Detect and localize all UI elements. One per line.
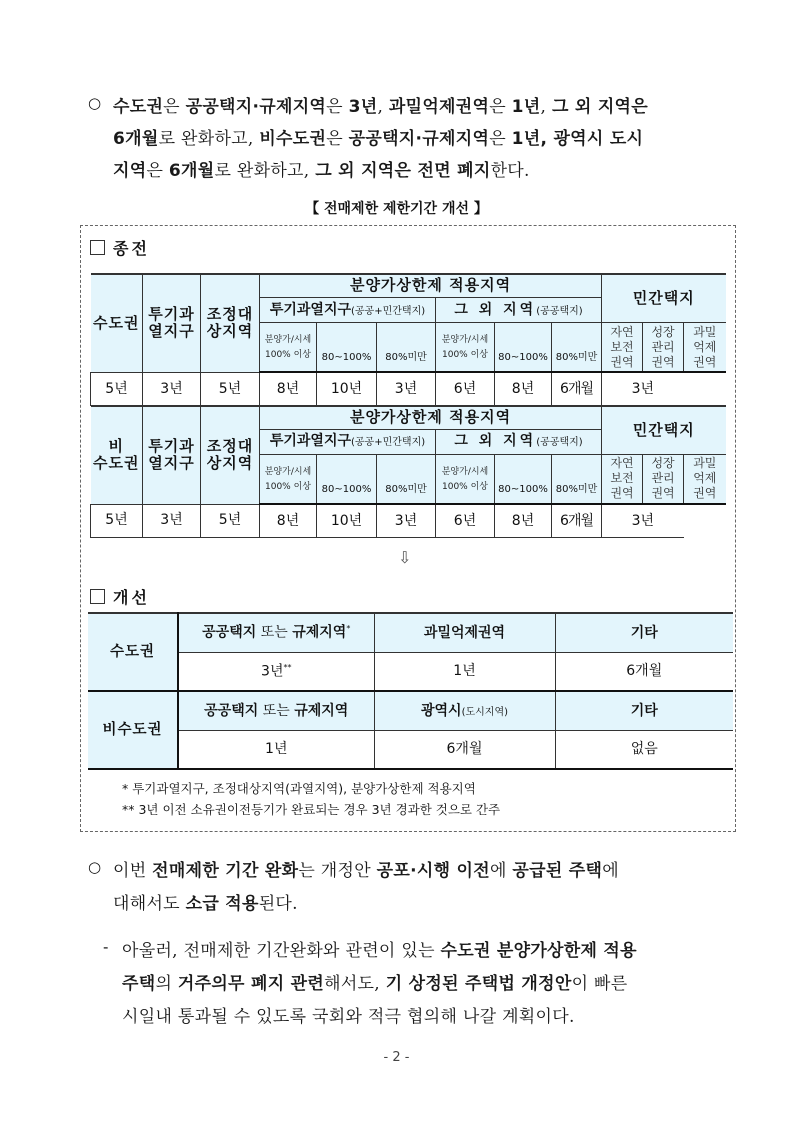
value-cell: 8년 [260, 372, 317, 405]
checkbox-square-icon [90, 240, 105, 255]
text-run: 은 [163, 97, 186, 117]
price-band-header: 80%미만 [552, 454, 602, 504]
value-cell: 3년 [377, 504, 436, 537]
criteria-header: 광역시(도시지역) [374, 691, 555, 730]
value-cell: 3년 [143, 372, 201, 405]
value-cell: 5년 [91, 504, 143, 537]
text-run: 이번 [113, 861, 153, 881]
price-band-header: 분양가/시세 100% 이상 [260, 454, 317, 504]
value-cell: 3년 [143, 504, 201, 537]
intro-line-3 [113, 156, 530, 181]
value-cell: 8년 [495, 372, 552, 405]
section-before-label: 종전 [113, 239, 150, 258]
private-zone-subheader: 과밀 억제 권역 [684, 322, 726, 372]
value-cell: 8년 [260, 504, 317, 537]
value-cell: 6년 [436, 372, 495, 405]
text-run: 는 개정안 [298, 861, 377, 881]
text-run: 의 [155, 974, 178, 994]
text-run: 시일내 통과될 수 있도록 국회와 적극 협의해 나갈 계획이다. [122, 1007, 575, 1027]
region-label: 비수도권 [88, 691, 178, 769]
private-zone-subheader: 자연 보전 권역 [602, 322, 643, 372]
period-value: 3년** [178, 652, 374, 691]
period-value: 6개월 [374, 730, 555, 769]
value-cell: 3년 [602, 504, 684, 537]
region-label: 비 수도권 [91, 406, 143, 504]
outro-sub-line-3 [122, 1002, 575, 1027]
text-run: 이 빠른 [571, 974, 628, 994]
outro-sub-line-2 [122, 969, 627, 994]
text-run: 공공택지·규제지역 [185, 97, 327, 117]
text-run: 거주의무 폐지 관련 [177, 974, 325, 994]
value-cell: 3년 [377, 372, 436, 405]
footnote-1: * 투기과열지구, 조정대상지역(과열지역), 분양가상한제 적용지역 [122, 781, 476, 796]
outro-line-2 [113, 889, 298, 914]
text-run: 6개월 [113, 129, 159, 149]
before-table-capital [90, 273, 726, 406]
value-cell: 6년 [436, 504, 495, 537]
section-after-label: 개선 [113, 588, 150, 607]
text-run: 로 완화하고, [158, 129, 260, 149]
text-run: 로 완화하고, [214, 161, 316, 181]
criteria-header: 공공택지 또는 규제지역* [178, 613, 374, 652]
text-run: 공급된 주택 [512, 861, 603, 881]
before-table-noncapital [90, 405, 726, 538]
criteria-header: 과밀억제권역 [374, 613, 555, 652]
table-caption: 【 전매제한 제한기간 개선 】 [305, 201, 488, 217]
value-cell: 10년 [317, 504, 377, 537]
period-value: 1년 [178, 730, 374, 769]
text-run: 수도권 분양가상한제 적용 [440, 941, 637, 961]
criteria-header: 기타 [555, 691, 733, 730]
price-band-header: 분양가/시세 100% 이상 [436, 322, 495, 372]
intro-line-1 [113, 92, 648, 117]
value-cell: 5년 [201, 372, 260, 405]
text-run: 3년 [348, 97, 378, 117]
private-zone-subheader: 자연 보전 권역 [602, 454, 643, 504]
text-run: 해서도, [324, 974, 386, 994]
spec-zone-subheader: 투기과열지구(공공+민간택지) [260, 429, 436, 454]
adjustment-zone-header: 조정대 상지역 [201, 406, 260, 504]
text-run: 주택 [122, 974, 156, 994]
text-run: 아울러, 전매제한 기간완화와 관련이 있는 [122, 941, 441, 961]
text-run: 그 외 지역은 전면 폐지 [315, 161, 491, 181]
checkbox-square-icon [90, 589, 105, 604]
price-band-header: 80~100% [317, 322, 377, 372]
criteria-header: 기타 [555, 613, 733, 652]
outro-line-1 [113, 856, 619, 881]
speculative-zone-header: 투기과 열지구 [143, 274, 201, 372]
text-run: 은 [146, 161, 169, 181]
price-band-header: 80~100% [317, 454, 377, 504]
private-zone-subheader: 과밀 억제 권역 [684, 454, 726, 504]
text-run: 된다. [258, 894, 298, 914]
price-band-header: 분양가/시세 100% 이상 [436, 454, 495, 504]
criteria-header: 공공택지 또는 규제지역 [178, 691, 374, 730]
price-band-header: 80~100% [495, 454, 552, 504]
text-run: 은 [489, 97, 512, 117]
intro-line-2 [113, 124, 643, 149]
price-cap-header: 분양가상한제 적용지역 [260, 274, 602, 297]
value-cell: 8년 [495, 504, 552, 537]
other-zone-subheader: 그 외 지역(공공택지) [436, 429, 602, 454]
region-label: 수도권 [91, 274, 143, 372]
period-value: 없음 [555, 730, 733, 769]
period-value: 1년 [374, 652, 555, 691]
text-run: 1년, 광역시 도시 [511, 129, 644, 149]
value-cell: 5년 [201, 504, 260, 537]
footnote-2: ** 3년 이전 소유권이전등기가 완료되는 경우 3년 경과한 것으로 간주 [122, 802, 501, 817]
text-run: 전매제한 기간 완화 [152, 861, 299, 881]
private-zone-subheader: 성장 관리 권역 [643, 454, 684, 504]
speculative-zone-header: 투기과 열지구 [143, 406, 201, 504]
page-number: - 2 - [383, 1050, 410, 1065]
text-run: , [540, 97, 552, 117]
text-run: 소급 적용 [185, 894, 259, 914]
spec-zone-subheader: 투기과열지구(공공+민간택지) [260, 297, 436, 322]
outro-sub-line-1 [122, 936, 637, 961]
text-run: 한다. [490, 161, 530, 181]
bullet-circle: ○ [88, 94, 102, 112]
region-label: 수도권 [88, 613, 178, 691]
down-arrow-icon: ⇩ [398, 548, 412, 567]
text-run: 지역 [113, 161, 147, 181]
value-cell: 3년 [602, 372, 684, 405]
text-run: 공공택지·규제지역 [348, 129, 490, 149]
other-zone-subheader: 그 외 지역(공공택지) [436, 297, 602, 322]
text-run: 그 외 지역은 [551, 97, 648, 117]
period-value: 6개월 [555, 652, 733, 691]
text-run: , [377, 97, 389, 117]
text-run: 6개월 [168, 161, 215, 181]
text-run: 수도권 [113, 97, 164, 117]
text-run: 에 [489, 861, 513, 881]
text-run: 은 [489, 129, 512, 149]
value-cell: 6개월 [552, 372, 602, 405]
value-cell: 5년 [91, 372, 143, 405]
price-cap-header: 분양가상한제 적용지역 [260, 406, 602, 429]
text-run: 과밀억제권역 [388, 97, 490, 117]
value-cell: 6개월 [552, 504, 602, 537]
text-run: 은 [326, 97, 349, 117]
price-band-header: 80%미만 [552, 322, 602, 372]
private-land-header: 민간택지 [602, 406, 726, 454]
adjustment-zone-header: 조정대 상지역 [201, 274, 260, 372]
price-band-header: 80%미만 [377, 322, 436, 372]
text-run: 공포·시행 이전 [376, 861, 490, 881]
text-run: 은 [326, 129, 349, 149]
value-cell: 10년 [317, 372, 377, 405]
private-zone-subheader: 성장 관리 권역 [643, 322, 684, 372]
text-run: 기 상정된 주택법 개정안 [385, 974, 572, 994]
private-land-header: 민간택지 [602, 274, 726, 322]
text-run: 비수도권 [259, 129, 327, 149]
text-run: 1년 [511, 97, 541, 117]
price-band-header: 분양가/시세 100% 이상 [260, 322, 317, 372]
text-run: 대해서도 [113, 894, 186, 914]
price-band-header: 80%미만 [377, 454, 436, 504]
dash-marker: - [103, 938, 109, 956]
after-table [88, 612, 733, 770]
text-run: 에 [602, 861, 619, 881]
price-band-header: 80~100% [495, 322, 552, 372]
section-after-title [90, 585, 150, 608]
section-before-title [90, 236, 150, 259]
bullet-circle: ○ [88, 858, 102, 876]
